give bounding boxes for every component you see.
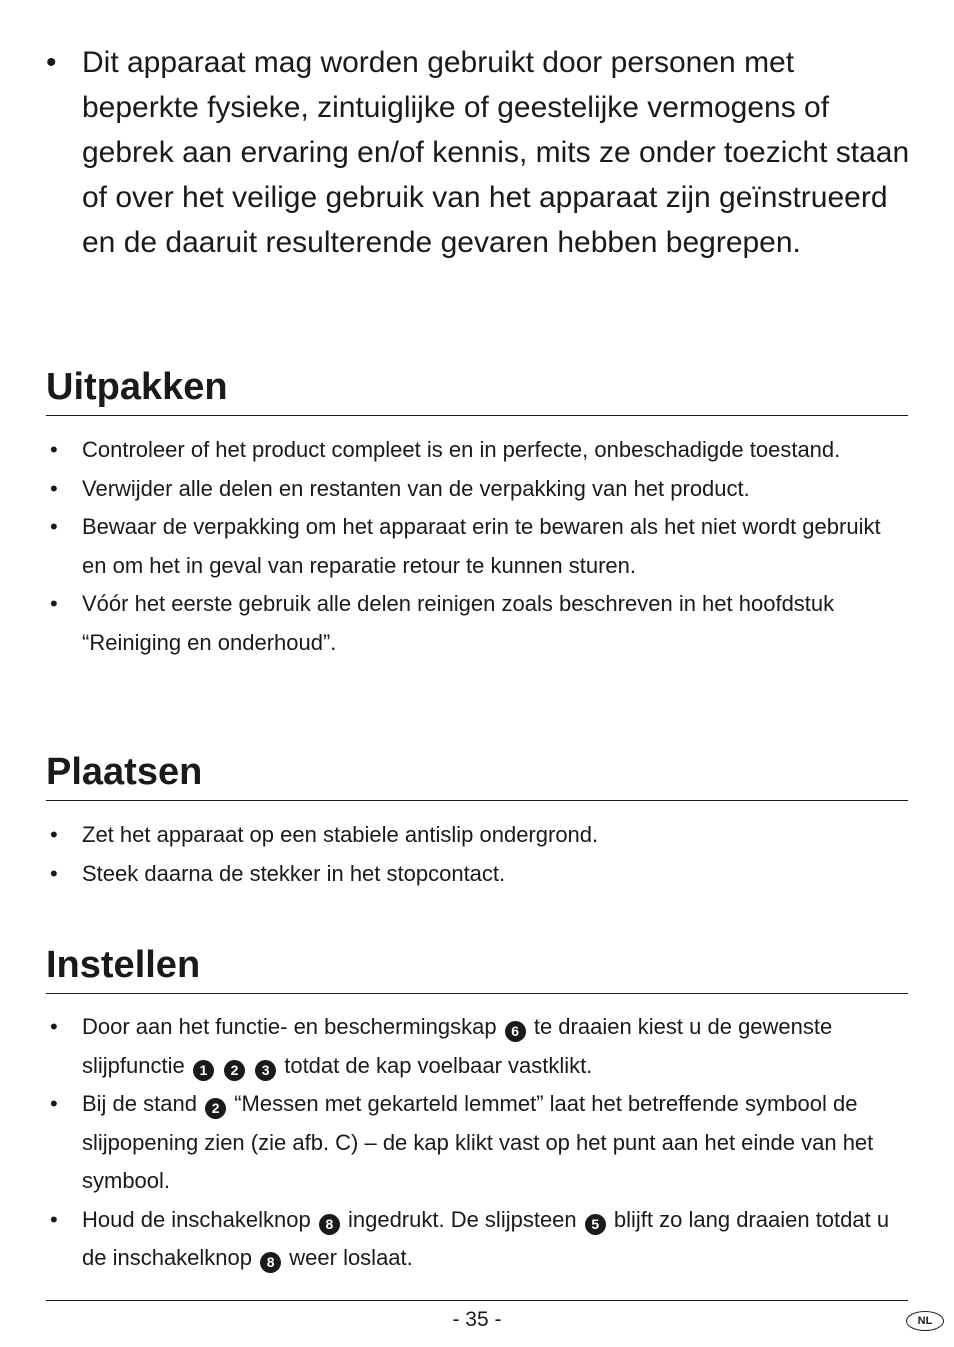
- instellen-list: [46, 1008, 908, 1278]
- footer-divider: [46, 1300, 908, 1301]
- reference-number-badge: 8: [319, 1214, 340, 1235]
- intro-text: Dit apparaat mag worden gebruikt door personen met beperkte fysieke, zintuiglijke of geestelijke vermogens of gebrek aan ervaring en/of kennis, mits ze onder toezicht staan of over het veilige gebruik van het apparaat zijn geïnstrueerd en de daaruit resulterende gevaren hebben begrepen.: [82, 46, 910, 259]
- reference-number-badge: 2: [224, 1060, 245, 1081]
- bullet: •: [50, 1206, 58, 1232]
- section-title: Instellen: [46, 944, 201, 986]
- bullet: •: [50, 1091, 58, 1116]
- list-item: • Zet het apparaat op een stabiele antislip ondergrond.: [46, 816, 908, 855]
- uitpakken-list: [46, 431, 908, 662]
- bullet: •: [50, 514, 58, 539]
- list-item: • Door aan het functie- en beschermingskap 6 te draaien kiest u de gewenste slijpfunctie 1 2 3 totdat de kap voelbaar vastklikt.: [46, 1008, 908, 1085]
- bullet: •: [50, 475, 58, 501]
- list-item: • Bij de stand 2 “Messen met gekarteld lemmet” laat het betreffende symbool de slijpopening zien (zie afb. C) – de kap klikt vast op het punt aan het einde van het symbool.: [46, 1085, 908, 1201]
- section-heading-plaatsen: [46, 750, 908, 801]
- page-number: - 35 -: [452, 1308, 502, 1331]
- list-item: • Verwijder alle delen en restanten van de verpakking van het product.: [46, 470, 908, 509]
- reference-number-badge: 3: [255, 1060, 276, 1081]
- reference-number-badge: 1: [193, 1060, 214, 1081]
- reference-number-badge: 2: [205, 1098, 226, 1119]
- bullet: •: [50, 1014, 58, 1039]
- list-item: • Vóór het eerste gebruik alle delen reinigen zoals beschreven in het hoofdstuk “Reiniging en onderhoud”.: [46, 585, 908, 662]
- bullet: •: [50, 860, 58, 886]
- section-heading-uitpakken: [46, 365, 908, 416]
- list-item: • Controleer of het product compleet is en in perfecte, onbeschadigde toestand.: [46, 431, 908, 470]
- list-item: • Steek daarna de stekker in het stopcontact.: [46, 855, 908, 894]
- section-title: Uitpakken: [46, 366, 228, 408]
- language-badge: NL: [906, 1311, 944, 1331]
- section-title: Plaatsen: [46, 751, 203, 793]
- intro-paragraph: [46, 40, 916, 265]
- plaatsen-list: [46, 816, 908, 893]
- bullet: •: [50, 437, 58, 462]
- section-heading-instellen: [46, 943, 908, 994]
- bullet: •: [50, 591, 58, 616]
- bullet: •: [50, 822, 58, 847]
- reference-number-badge: 5: [585, 1214, 606, 1235]
- reference-number-badge: 6: [505, 1021, 526, 1042]
- reference-number-badge: 8: [260, 1252, 281, 1273]
- list-item: • Bewaar de verpakking om het apparaat erin te bewaren als het niet wordt gebruikt en om het in geval van reparatie retour te kunnen sturen.: [46, 508, 908, 585]
- list-item: • Houd de inschakelknop 8 ingedrukt. De slijpsteen 5 blijft zo lang draaien totdat u de inschakelknop 8 weer loslaat.: [46, 1201, 908, 1278]
- bullet: •: [46, 46, 57, 79]
